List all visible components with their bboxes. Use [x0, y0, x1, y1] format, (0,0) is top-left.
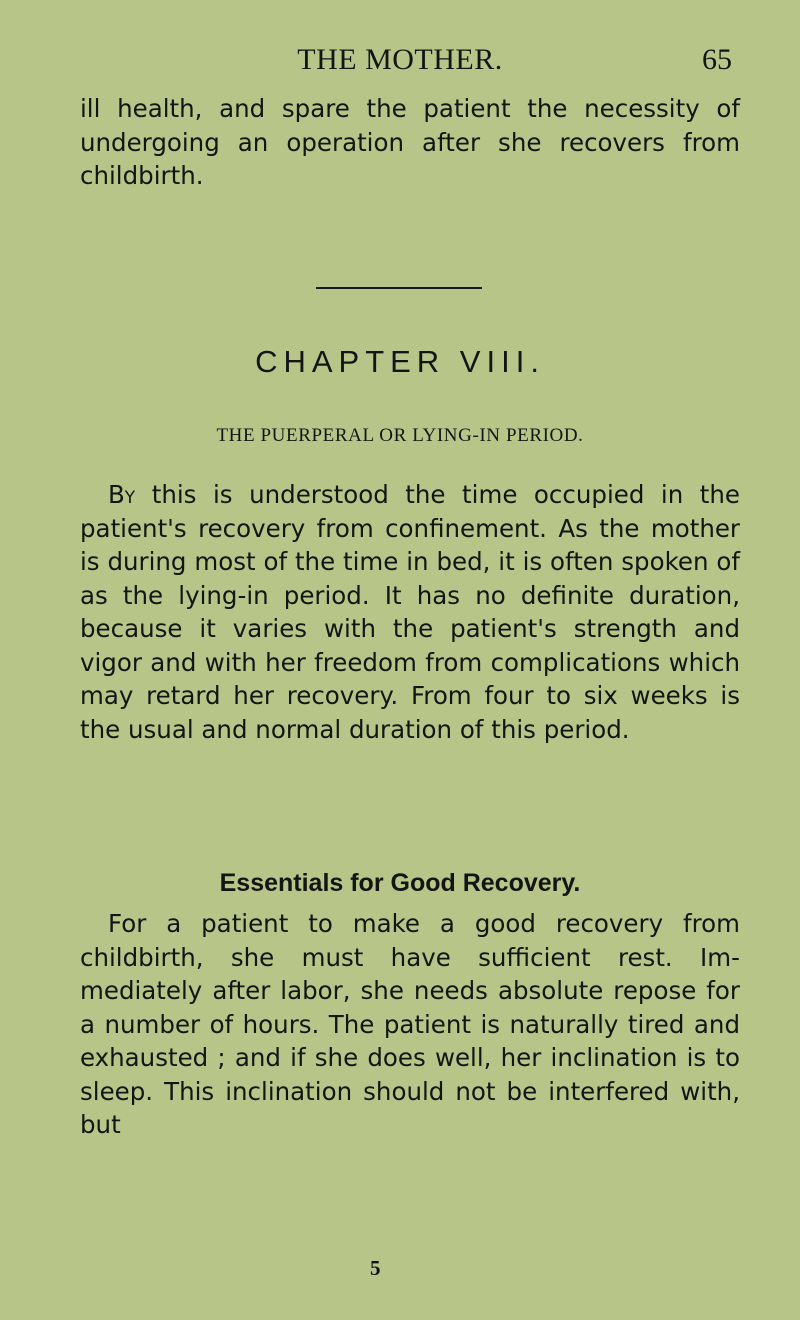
paragraph-1-text: this is understood the time occupied in the patient's recovery from confinement. As the mother is during most of the time in bed, it is often spoken of as the lying-in period. It has no definite duration, because it varies with the patient's strength and vigor and with her freedom from complications which may retard her recovery. From four to six weeks is the usual and normal duration of this period.	[80, 480, 740, 744]
section-heading: Essentials for Good Recovery.	[219, 869, 581, 897]
page-number: 65	[702, 43, 732, 76]
running-head-title: THE MOTHER.	[297, 43, 503, 76]
chapter-heading: CHAPTER VIII.	[255, 344, 545, 379]
paragraph-2: For a patient to make a good recovery from childbirth, she must have sufficient rest. Im-mediately after labor, she needs absolute repose for a number of hours. The patient is naturally tired and exhausted ; and if she does well, her inclination is to sleep. This inclination should not be interfered with, but	[80, 909, 740, 1139]
paragraph-1	[80, 478, 740, 746]
paragraph-1-lead-word: By	[108, 480, 136, 509]
section-divider-rule	[316, 287, 482, 289]
continuation-block	[80, 92, 740, 193]
continuation-paragraph: ill health, and spare the patient the necessity of undergoing an operation after she recovers from childbirth.	[80, 94, 740, 190]
paragraph-block-2	[80, 907, 740, 1142]
paragraph-block-1	[80, 478, 740, 746]
signature-mark: 5	[370, 1256, 381, 1280]
chapter-subtitle: THE PUERPERAL OR LYING-IN PERIOD.	[216, 425, 584, 446]
running-head	[0, 40, 800, 80]
